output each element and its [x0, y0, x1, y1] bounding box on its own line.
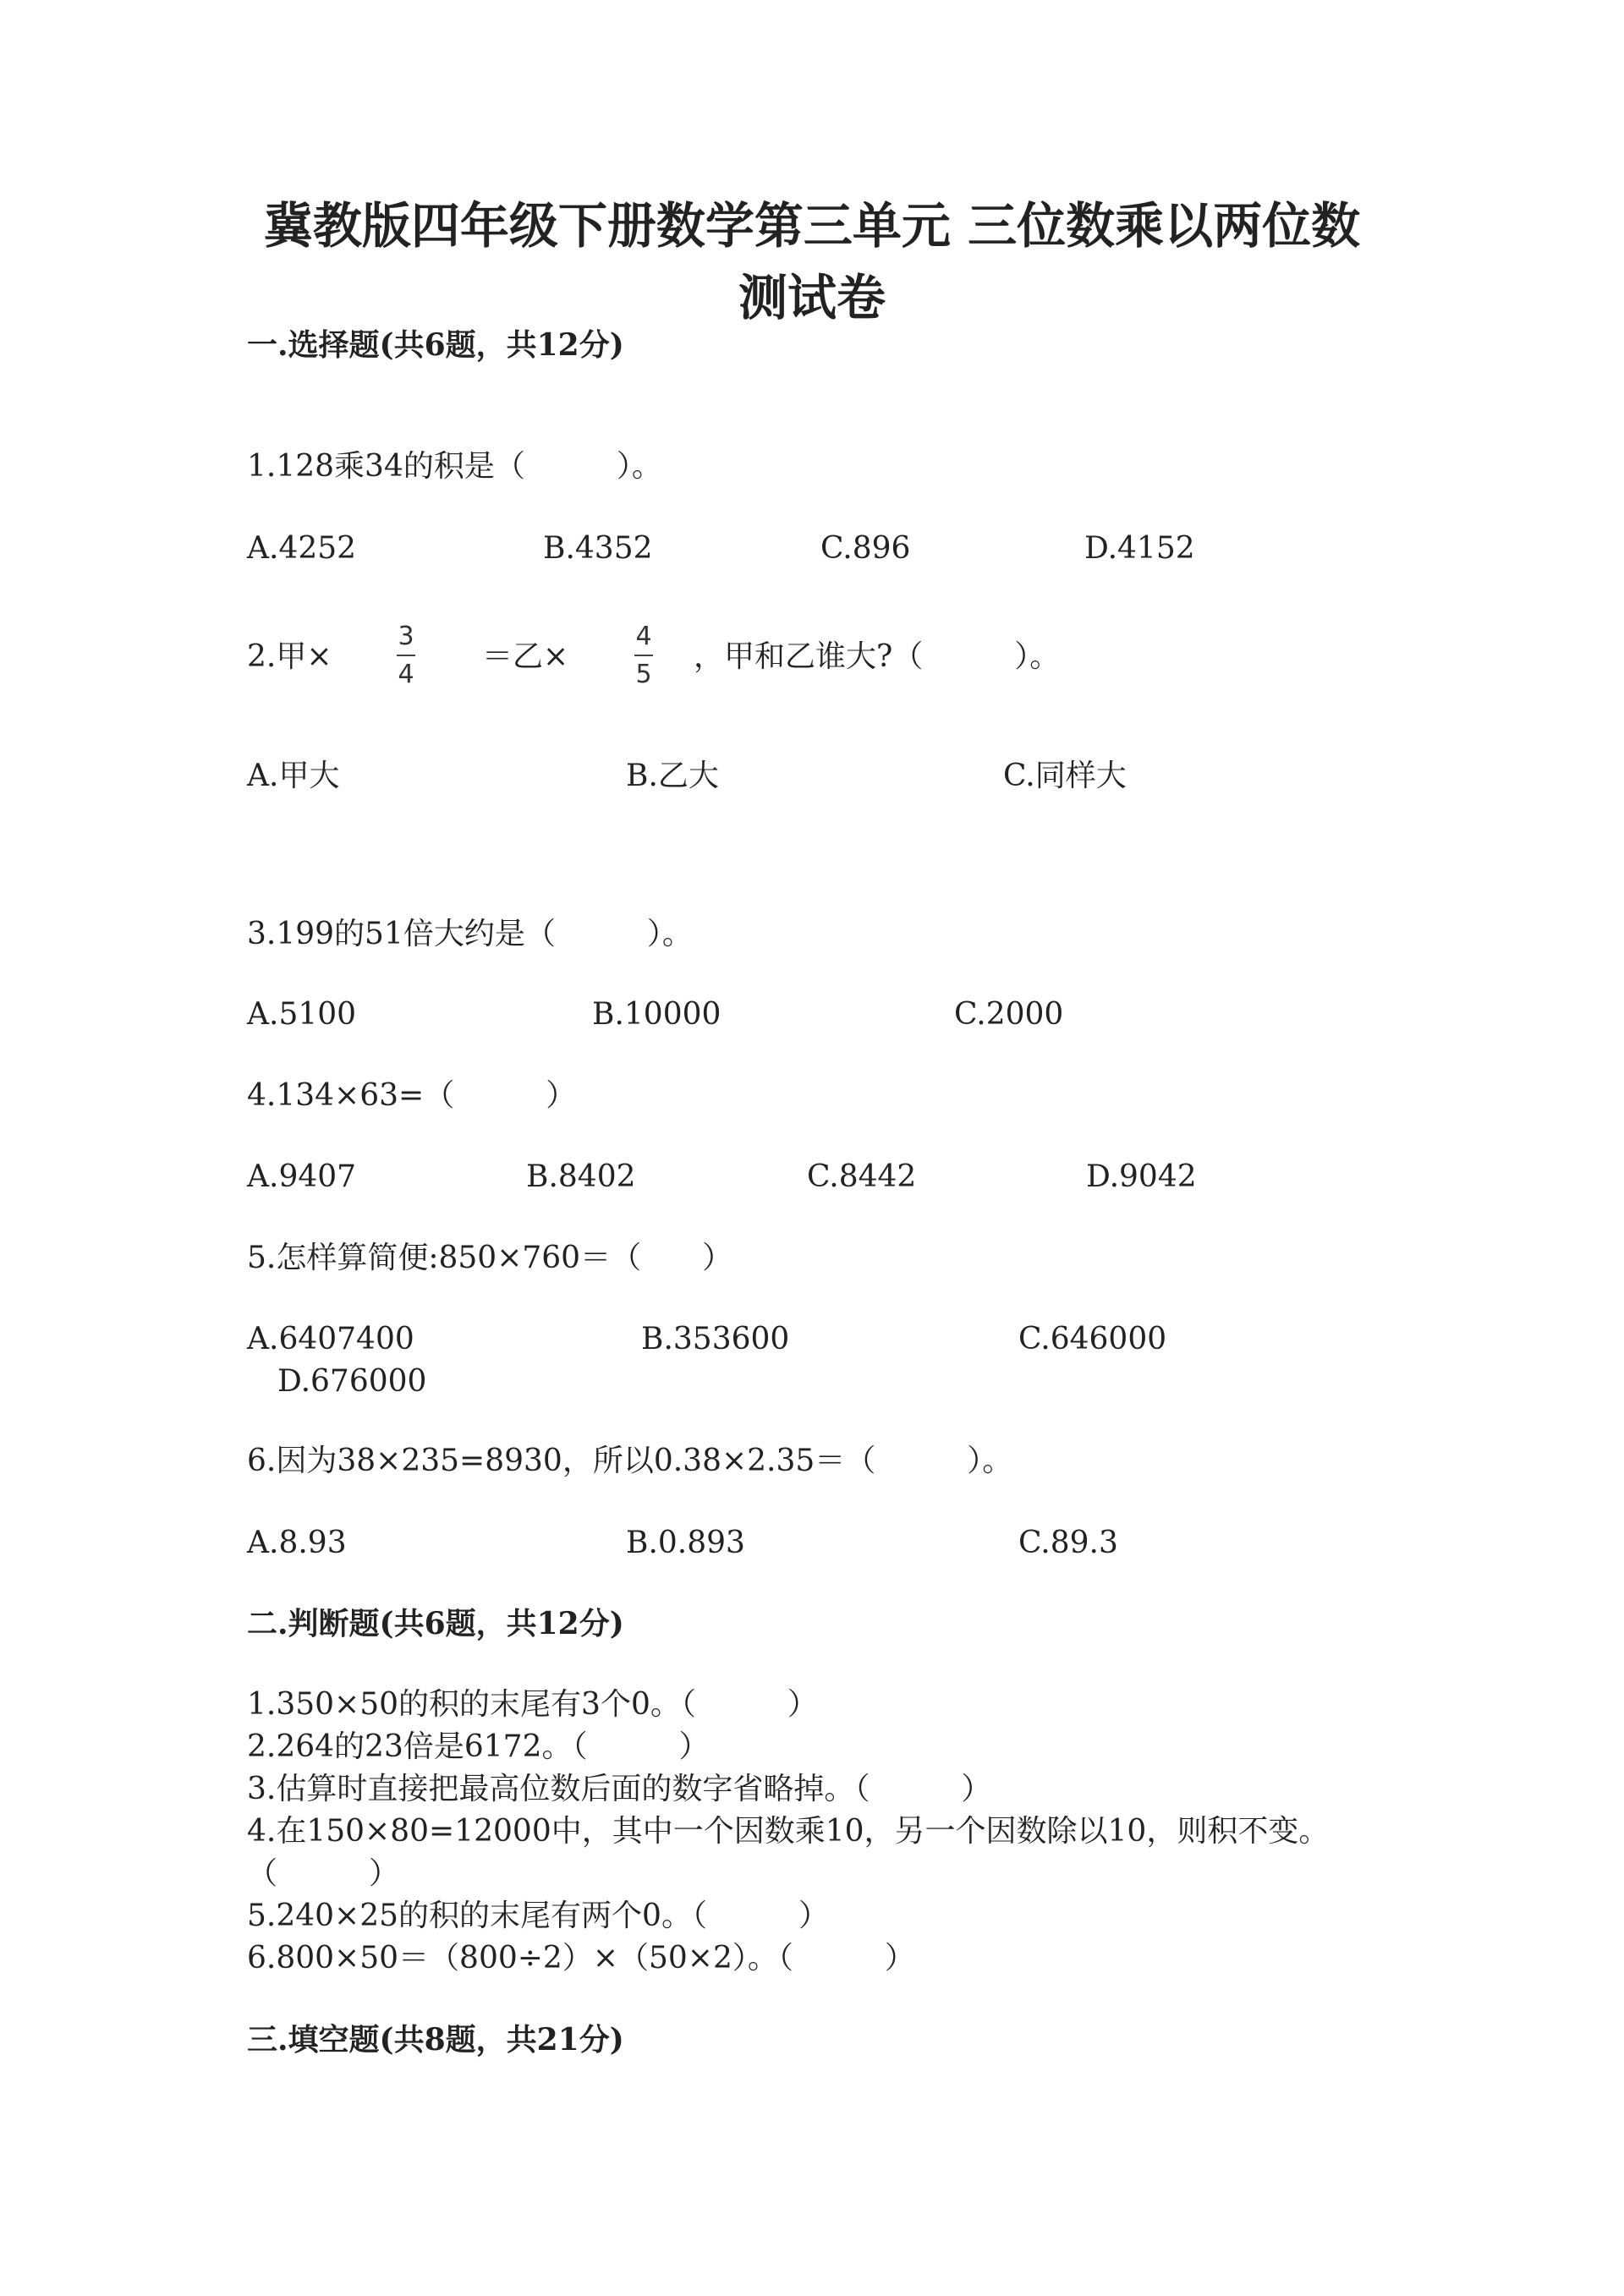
question-3-option-b: B.10000 [592, 997, 721, 1032]
page-title-line1: 冀教版四年级下册数学第三单元 三位数乘以两位数 [263, 197, 1361, 255]
judge-question-3: 3.估算时直接把最高位数后面的数字省略掉。（ ） [247, 1772, 992, 1806]
judge-question-6: 6.800×50＝（800÷2）×（50×2）。（ ） [247, 1941, 915, 1975]
fraction-1-bar [397, 655, 415, 656]
fraction-2-bar [634, 655, 653, 656]
question-2-option-b: B.乙大 [626, 759, 719, 793]
question-6-stem: 6.因为38×235=8930，所以0.38×2.35＝（ ）。 [247, 1444, 1013, 1478]
page-title-line2: 测试卷 [738, 269, 886, 326]
question-6-option-b: B.0.893 [626, 1526, 745, 1560]
section-heading-judge: 二.判断题(共6题，共12分) [247, 1606, 624, 1641]
fraction-1-denominator: 4 [398, 660, 414, 689]
question-1-stem: 1.128乘34的积是（ ）。 [247, 449, 662, 484]
question-4-option-a: A.9407 [247, 1159, 357, 1194]
question-1-option-c: C.896 [820, 531, 911, 566]
question-4-stem: 4.134×63=（ ） [247, 1078, 577, 1113]
question-2-option-a: A.甲大 [247, 759, 340, 793]
question-2-fraction-1 [397, 622, 415, 689]
question-2-middle: ＝乙× [482, 639, 569, 674]
judge-question-5: 5.240×25的积的末尾有两个0。（ ） [247, 1899, 829, 1933]
judge-question-4-blank: （ ） [247, 1856, 400, 1891]
question-6-option-c: C.89.3 [1018, 1526, 1118, 1560]
question-3-stem: 3.199的51倍大约是（ ）。 [247, 917, 693, 951]
question-3-option-c: C.2000 [954, 997, 1064, 1032]
fraction-2-denominator: 5 [635, 660, 652, 689]
fraction-1-numerator: 3 [398, 622, 414, 651]
question-5-option-d: D.676000 [277, 1364, 427, 1399]
question-2-suffix: ，甲和乙谁大?（ ）。 [694, 639, 1061, 674]
question-1-option-b: B.4352 [543, 531, 653, 566]
question-4-option-c: C.8442 [807, 1159, 917, 1194]
judge-question-1: 1.350×50的积的末尾有3个0。（ ） [247, 1687, 818, 1722]
question-5-stem: 5.怎样算简便:850×760＝（ ） [247, 1241, 733, 1275]
question-3-option-a: A.5100 [247, 997, 357, 1032]
question-5-option-b: B.353600 [641, 1322, 790, 1356]
judge-question-2: 2.264的23倍是6172。（ ） [247, 1729, 710, 1764]
question-4-option-b: B.8402 [526, 1159, 636, 1194]
question-5-option-a: A.6407400 [247, 1322, 414, 1356]
section-heading-choice: 一.选择题(共6题，共12分) [247, 327, 624, 363]
judge-question-4: 4.在150×80=12000中，其中一个因数乘10，另一个因数除以10，则积不变。 [247, 1814, 1330, 1849]
question-1-option-a: A.4252 [247, 531, 357, 566]
section-heading-fill: 三.填空题(共8题，共21分) [247, 2022, 624, 2058]
fraction-2-numerator: 4 [635, 622, 652, 651]
question-4-option-d: D.9042 [1086, 1159, 1197, 1194]
question-5-option-c: C.646000 [1018, 1322, 1167, 1356]
question-2-option-c: C.同样大 [1003, 759, 1127, 793]
question-2-prefix: 2.甲× [247, 639, 332, 674]
question-2-fraction-2 [634, 622, 653, 689]
question-1-option-d: D.4152 [1084, 531, 1195, 566]
question-6-option-a: A.8.93 [247, 1526, 347, 1560]
